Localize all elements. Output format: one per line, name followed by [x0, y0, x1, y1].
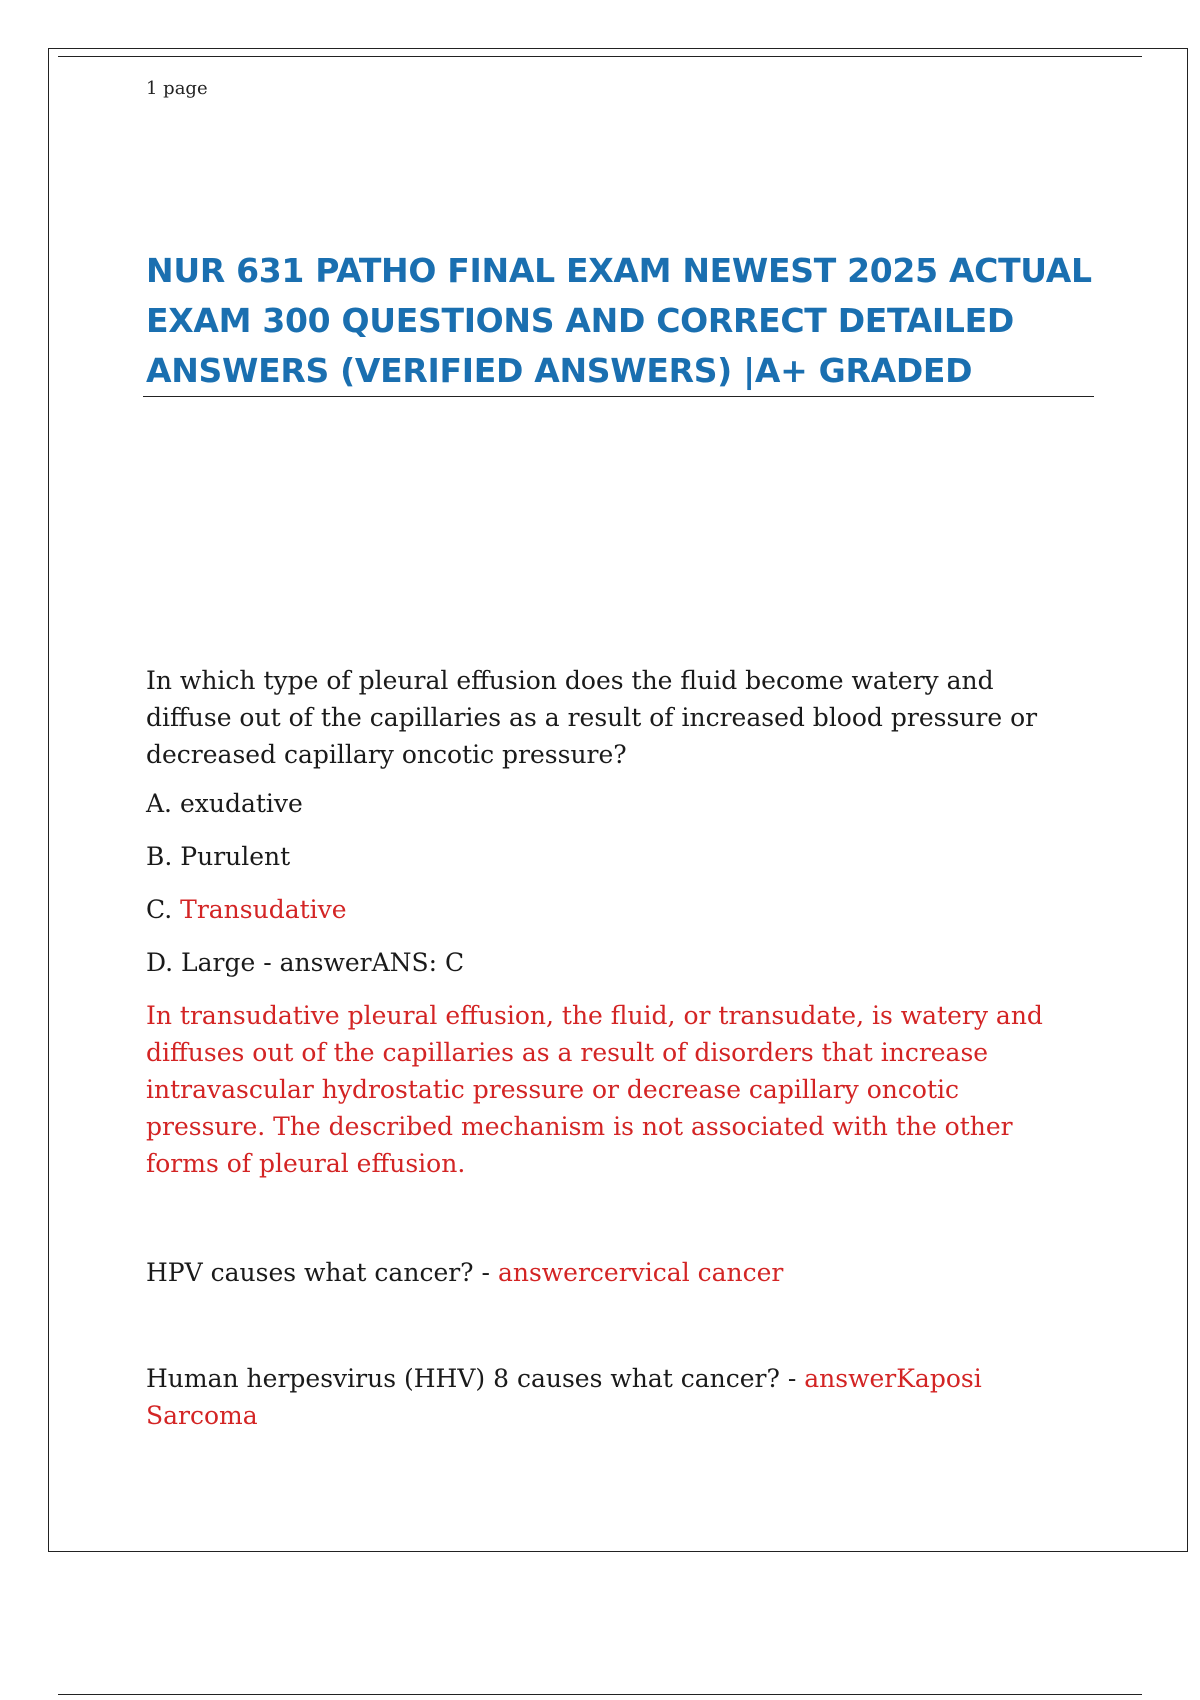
- question-3-prompt: Human herpesvirus (HHV) 8 causes what cancer? -: [146, 1364, 805, 1393]
- question-3: [146, 1360, 1086, 1434]
- page-label: 1 page: [146, 78, 208, 99]
- question-2: [146, 1254, 1086, 1291]
- bottom-rule: [58, 1694, 1142, 1695]
- option-d: [146, 944, 1086, 981]
- question-2-prompt: HPV causes what cancer? -: [146, 1258, 498, 1287]
- title-line-1: NUR 631 PATHO FINAL EXAM NEWEST 2025 ACTUAL: [146, 251, 1092, 290]
- option-a: [146, 785, 1086, 822]
- option-b: [146, 838, 1086, 875]
- title-line-2: EXAM 300 QUESTIONS AND CORRECT DETAILED: [146, 301, 1014, 340]
- option-b-letter: B.: [146, 842, 181, 871]
- title-underline: [143, 396, 1094, 397]
- option-c: [146, 891, 1086, 928]
- option-a-text: exudative: [179, 789, 303, 818]
- questions-content: [146, 662, 1086, 1434]
- option-d-letter: D.: [146, 948, 182, 977]
- top-rule: [58, 56, 1142, 57]
- document-title: [146, 246, 1096, 396]
- question-1-explanation: In transudative pleural effusion, the fluid, or transudate, is watery and diffuses out of the capillaries as a result of disorders that increase intravascular hydrostatic pressure or decrease capillary oncotic pressure. The described mechanism is not associated with the other forms of pleural effusion.: [146, 1001, 1043, 1178]
- option-b-text: Purulent: [180, 842, 291, 871]
- option-d-text: Large - answerANS: C: [181, 948, 465, 977]
- option-a-letter: A.: [146, 789, 180, 818]
- question-1-text: In which type of pleural effusion does the fluid become watery and diffuse out of the capillaries as a result of increased blood pressure or decreased capillary oncotic pressure?: [146, 666, 1038, 769]
- question-3-answer: answerKaposi Sarcoma: [146, 1364, 982, 1430]
- question-2-answer: answercervical cancer: [497, 1258, 784, 1287]
- option-c-text-correct: Transudative: [180, 895, 347, 924]
- title-line-3: ANSWERS (VERIFIED ANSWERS) |A+ GRADED: [146, 351, 973, 390]
- option-c-letter: C.: [146, 895, 181, 924]
